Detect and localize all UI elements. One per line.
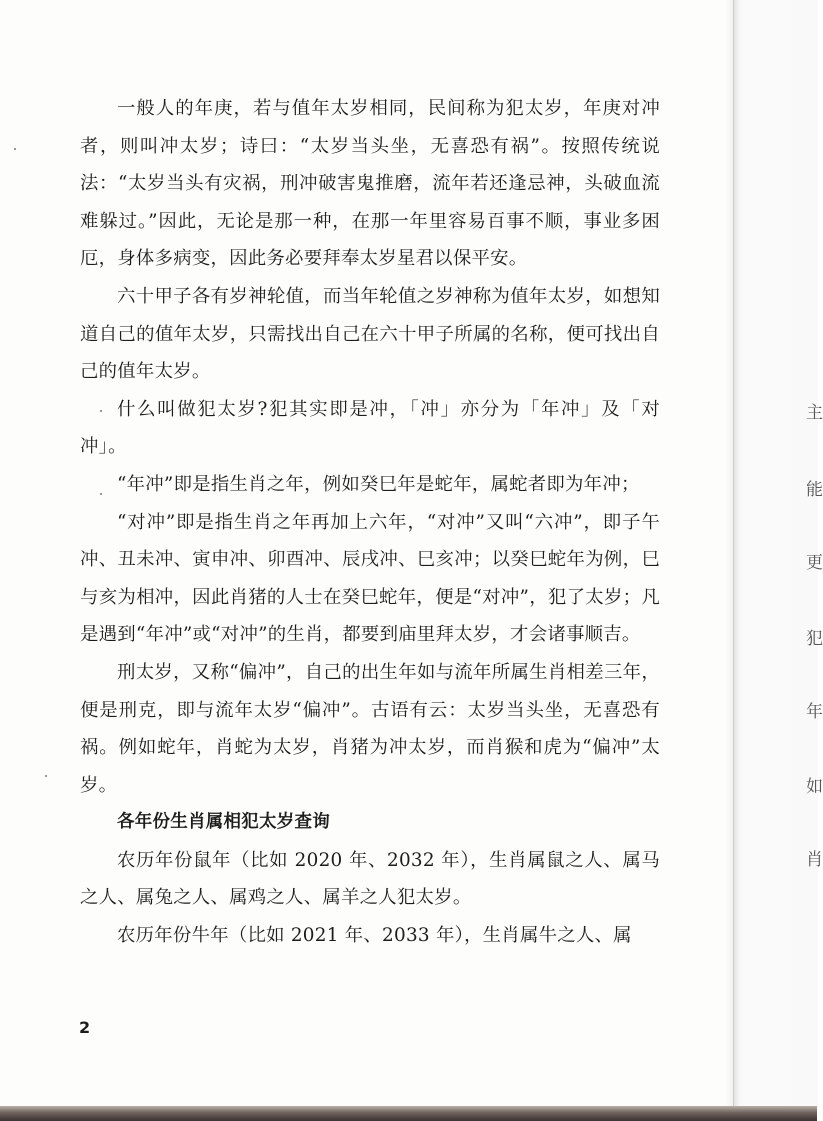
paragraph-nian-chong: “年冲”即是指生肖之年，例如癸巳年是蛇年，属蛇者即为年冲； — [117, 473, 640, 495]
side-page-glyph: 年 — [806, 702, 823, 722]
paragraph-ox-year: 农历年份牛年（比如 2021 年、2033 年），生肖属牛之人、属 — [117, 925, 632, 947]
scan-speck — [100, 410, 102, 412]
side-page-glyph: 肖 — [806, 850, 823, 870]
side-page-glyph: 犯 — [806, 629, 823, 649]
paragraph-sixty-jiazi: 六十甲子各有岁神轮值，而当年轮值之岁神称为值年太岁，如想知道自己的值年太岁，只需找出自己在六十甲子所属的名称，便可找出自己的值年太岁。 — [80, 285, 660, 383]
side-page-glyph: 如 — [806, 777, 823, 797]
side-page-glyph: 能 — [806, 480, 823, 500]
section-heading: 各年份生肖属相犯太岁查询 — [117, 812, 330, 833]
side-page-glyph: 更 — [806, 553, 823, 573]
page-number: 2 — [79, 1018, 91, 1037]
paragraph-what-is-fan-tai-sui: 什么叫做犯太岁?犯其实即是冲，「冲」亦分为「年冲」及「对冲」。 — [80, 398, 660, 458]
paragraph-fan-tai-sui-intro: 一般人的年庚，若与值年太岁相同，民间称为犯太岁，年庚对冲者，则叫冲太岁；诗曰：“太岁当头坐，无喜恐有祸”。按照传统说法：“太岁当头有灾祸，刑冲破害鬼推磨，流年若还逢忌神，头破血流难躲过。”因此，无论是那一种，在那一年里容易百事不顺，事业多困厄，身体多病变，因此务必要拜奉太岁星君以保平安。 — [80, 98, 660, 270]
scan-speck — [45, 775, 47, 777]
scan-speck — [14, 148, 16, 150]
paragraph-xing-tai-sui: 刑太岁，又称“偏冲”，自己的出生年如与流年所属生肖相差三年，便是刑克，即与流年太岁“偏冲”。古语有云：太岁当头坐，无喜恐有祸。例如蛇年，肖蛇为太岁，肖猪为冲太岁，而肖猴和虎为“偏冲”太岁。 — [80, 661, 660, 796]
scan-speck — [100, 493, 102, 495]
scanner-bottom-edge — [0, 1106, 817, 1121]
paragraph-dui-chong: “对冲”即是指生肖之年再加上六年，“对冲”又叫“六冲”，即子午冲、丑未冲、寅申冲、卯酉冲、辰戌冲、巳亥冲；以癸巳蛇年为例，巳与亥为相冲，因此肖猪的人士在癸巳蛇年，便是“对冲”，犯了太岁；凡是遇到“年冲”或“对冲”的生肖，都要到庙里拜太岁，才会诸事顺吉。 — [80, 511, 660, 646]
page-gutter-shadow — [726, 0, 740, 1108]
side-page-glyph: 主 — [806, 403, 823, 423]
paragraph-rat-year: 农历年份鼠年（比如 2020 年、2032 年），生肖属鼠之人、属马之人、属兔之人、属鸡之人、属羊之人犯太岁。 — [80, 849, 660, 909]
page-body-text — [80, 90, 660, 955]
